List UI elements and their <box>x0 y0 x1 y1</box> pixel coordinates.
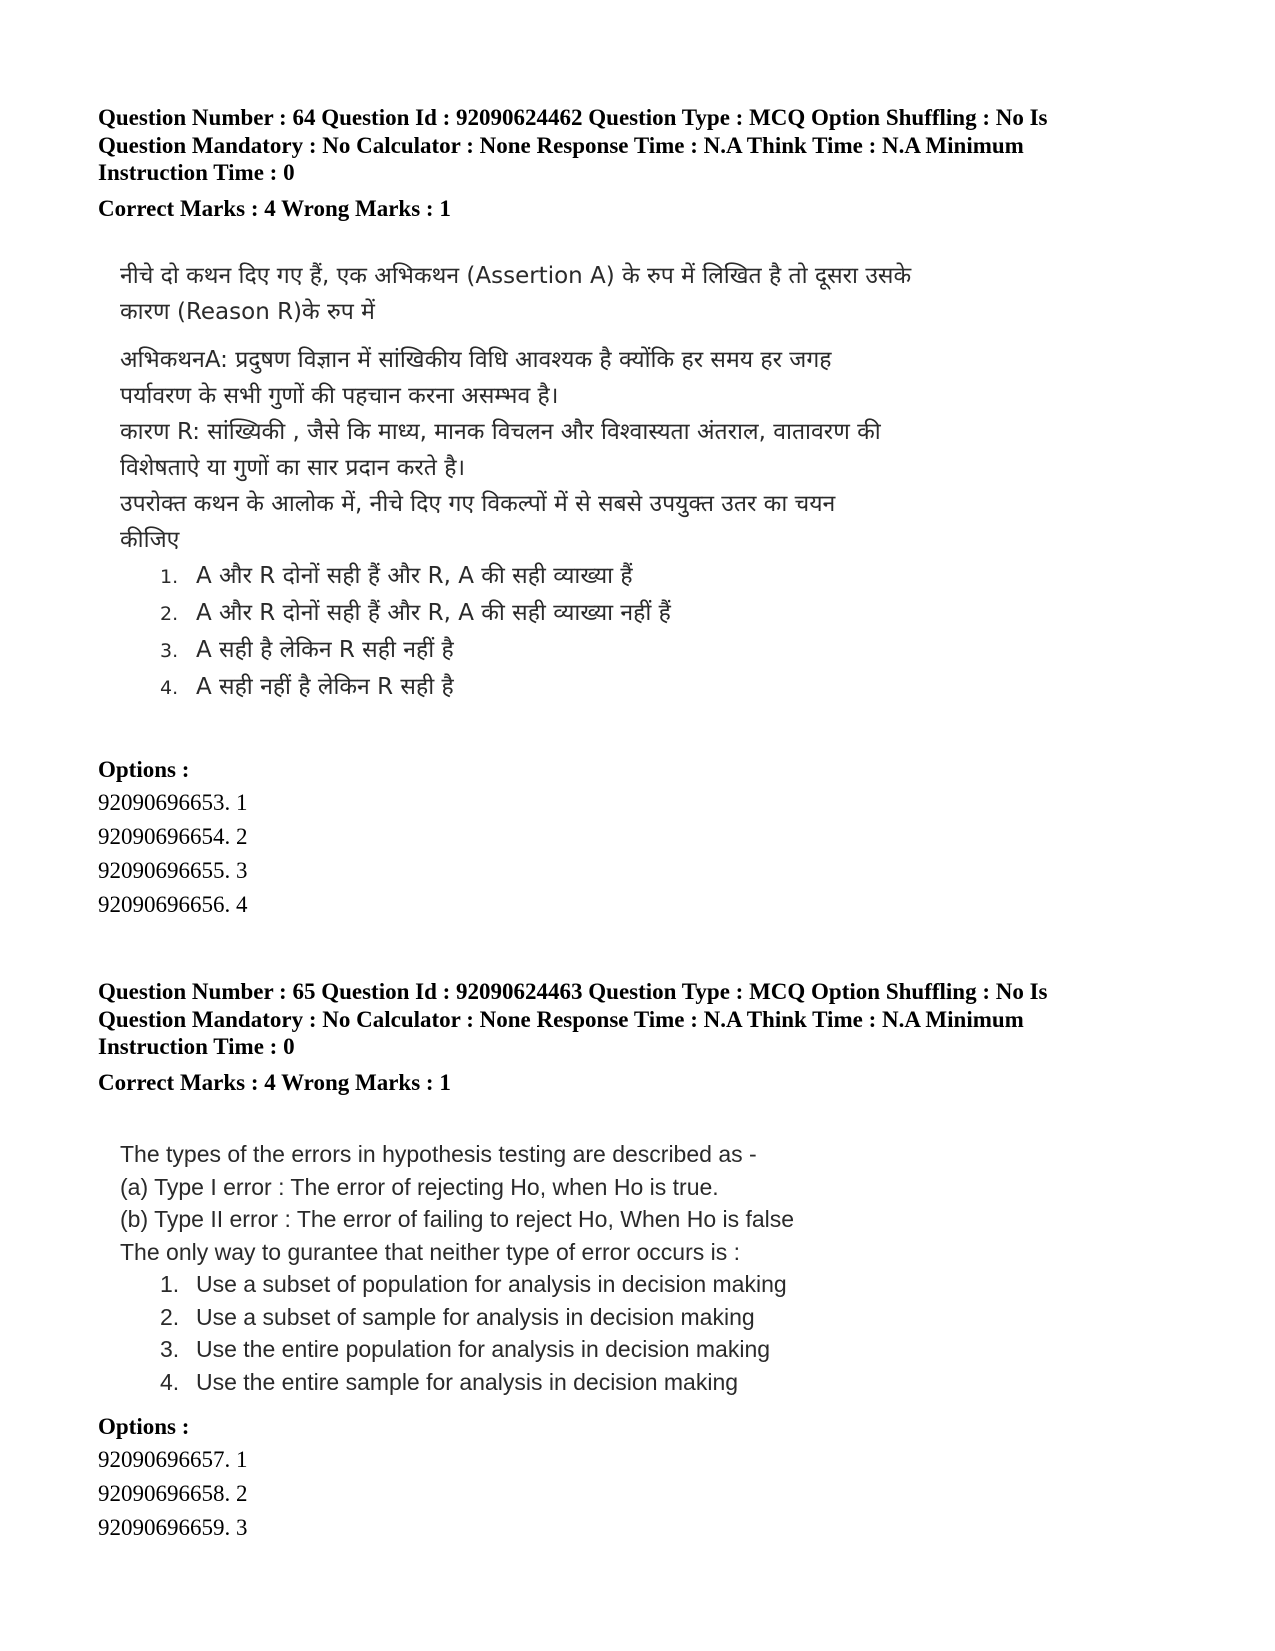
question-meta <box>98 978 1178 1061</box>
choice-text: Use a subset of sample for analysis in decision making <box>196 1303 755 1330</box>
options-list <box>98 1443 248 1545</box>
choice-number: 2. <box>160 1303 180 1330</box>
question-body <box>120 258 1000 706</box>
text-line: अभिकथनA: प्रदुषण विज्ञान में सांखिकीय विधि आवश्यक है क्योंकि हर समय हर जगह <box>120 347 832 373</box>
marks-line: Correct Marks : 4 Wrong Marks : 1 <box>98 196 451 221</box>
choice-text: Use the entire population for analysis in decision making <box>196 1336 771 1362</box>
choice-number: 4. <box>160 677 179 699</box>
text-line: The types of the errors in hypothesis testing are described as - <box>120 1141 757 1167</box>
meta-line: Question Number : 65 Question Id : 92090624463 Question Type : MCQ Option Shuffling : No Is <box>98 979 1048 1004</box>
text-line: नीचे दो कथन दिए गए हैं, एक अभिकथन (Assertion A) के रुप में लिखित है तो दूसरा उसके <box>120 263 912 289</box>
option-item: 92090696655. 3 <box>98 858 248 883</box>
meta-line: Question Mandatory : No Calculator : None Response Time : N.A Think Time : N.A Minimum <box>98 1006 1024 1032</box>
choice-list <box>120 558 1000 706</box>
meta-line: Instruction Time : 0 <box>98 160 295 185</box>
option-item: 92090696658. 2 <box>98 1481 248 1506</box>
text-line: (b) Type II error : The error of failing to reject Ho, When Ho is false <box>120 1206 795 1232</box>
option-item: 92090696659. 3 <box>98 1515 248 1540</box>
meta-line: Question Mandatory : No Calculator : None Response Time : N.A Think Time : N.A Minimum <box>98 132 1024 158</box>
text-line: उपरोक्त कथन के आलोक में, नीचे दिए गए विकल्पों में से सबसे उपयुक्त उतर का चयन <box>120 491 836 517</box>
meta-line: Instruction Time : 0 <box>98 1034 295 1059</box>
choice-text: A सही है लेकिन R सही नहीं है <box>196 637 454 663</box>
list-item <box>120 1333 1000 1366</box>
option-item: 92090696654. 2 <box>98 824 248 849</box>
reason <box>120 414 1000 486</box>
text-line: कीजिए <box>120 527 180 553</box>
list-item <box>120 669 1000 706</box>
choice-text: A और R दोनों सही हैं और R, A की सही व्याख्या हैं <box>196 563 633 589</box>
choice-number: 1. <box>160 1271 180 1297</box>
question-intro <box>120 258 1000 330</box>
choice-number: 4. <box>160 1368 180 1395</box>
option-item: 92090696657. 1 <box>98 1447 248 1472</box>
question-meta <box>98 104 1178 187</box>
text-line: कारण R: सांख्यिकी , जैसे कि माध्य, मानक विचलन और विश्वास्यता अंतराल, वातावरण की <box>120 419 881 445</box>
option-item: 92090696653. 1 <box>98 790 248 815</box>
choice-text: A सही नहीं है लेकिन R सही है <box>196 674 454 700</box>
choice-number: 3. <box>160 1336 180 1362</box>
options-title: Options : <box>98 757 190 782</box>
list-item <box>120 1301 1000 1334</box>
list-item <box>120 558 1000 595</box>
question-body <box>120 1138 1000 1398</box>
list-item <box>120 595 1000 632</box>
choice-number: 3. <box>160 640 179 662</box>
choice-text: Use the entire sample for analysis in decision making <box>196 1368 739 1395</box>
list-item <box>120 632 1000 669</box>
list-item <box>120 1366 1000 1399</box>
text-line: कारण (Reason R)के रुप में <box>120 299 375 325</box>
options-title: Options : <box>98 1414 190 1439</box>
choice-list <box>120 1268 1000 1398</box>
text-line: The only way to gurantee that neither type of error occurs is : <box>120 1238 741 1265</box>
instruction <box>120 486 1000 558</box>
assertion <box>120 342 1000 414</box>
options-list <box>98 786 248 922</box>
choice-text: Use a subset of population for analysis in decision making <box>196 1271 787 1297</box>
text-line: पर्यावरण के सभी गुणों की पहचान करना असम्भव है। <box>120 383 559 409</box>
choice-text: A और R दोनों सही हैं और R, A की सही व्याख्या नहीं हैं <box>196 600 671 626</box>
choice-number: 2. <box>160 603 179 625</box>
option-item: 92090696656. 4 <box>98 892 248 917</box>
marks-line: Correct Marks : 4 Wrong Marks : 1 <box>98 1070 451 1095</box>
list-item <box>120 1268 1000 1301</box>
text-line: विशेषताऐ या गुणों का सार प्रदान करते है। <box>120 455 466 481</box>
meta-line: Question Number : 64 Question Id : 92090624462 Question Type : MCQ Option Shuffling : No Is <box>98 105 1048 130</box>
text-line: (a) Type I error : The error of rejecting Ho, when Ho is true. <box>120 1173 719 1200</box>
choice-number: 1. <box>160 566 179 588</box>
